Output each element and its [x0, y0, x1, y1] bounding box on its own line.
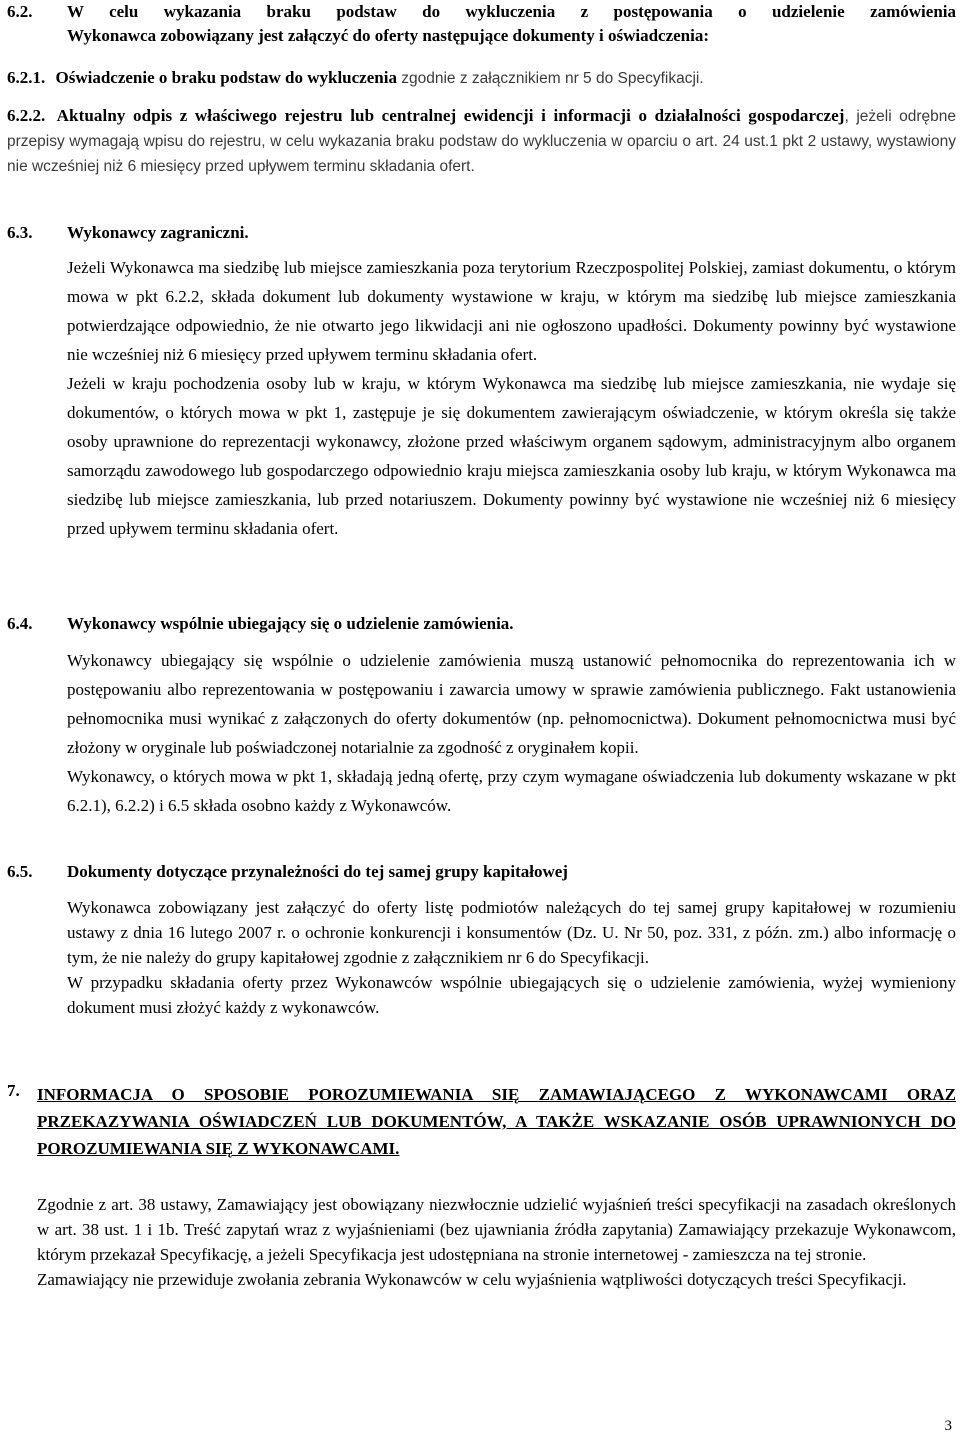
section-6-3-body	[7, 253, 956, 543]
section-6-2-line1: W celu wykazania braku podstaw do wykluczenia z postępowania o udzielenie zamówienia	[67, 2, 956, 21]
section-number: 6.4.	[7, 614, 33, 633]
section-6-2	[7, 0, 956, 48]
section-6-5-title	[7, 862, 956, 882]
section-number: 6.2.1.	[7, 68, 46, 87]
section-6-5-body	[7, 895, 956, 1020]
section-6-2-line2: Wykonawca zobowiązany jest załączyć do oferty następujące dokumenty i oświadczenia:	[67, 26, 709, 45]
section-6-2-1-bold: Oświadczenie o braku podstaw do wykluczenia	[55, 68, 397, 87]
section-number: 6.5.	[7, 862, 33, 881]
section-7-heading	[7, 1081, 956, 1162]
paragraph: Jeżeli w kraju pochodzenia osoby lub w kraju, w którym Wykonawca ma siedzibę lub miejsce zamieszkania, nie wydaje się dokumentów, o których mowa w pkt 1, zastępuje je się dokumentem zawierającym oświadczenie, w którym określa się także osoby uprawnione do reprezentacji wykonawcy, złożone przed właściwym organem sądowym, administracyjnym albo organem samorządu zawodowego lub gospodarczego odpowiednio kraju miejsca zamieszkania osoby lub kraju, w którym Wykonawca ma siedzibę lub miejsce zamieszkania, lub przed notariuszem. Dokumenty powinny być wystawione nie wcześniej niż 6 miesięcy przed upływem terminu składania ofert.	[67, 374, 956, 538]
section-title: INFORMACJA O SPOSOBIE POROZUMIEWANIA SIĘ ZAMAWIAJĄCEGO Z WYKONAWCAMI ORAZ PRZEKAZYWANIA OŚWIADCZEŃ LUB DOKUMENTÓW, A TAKŻE WSKAZANIE OSÓB UPRAWNIONYCH DO POROZUMIEWANIA SIĘ Z WYKONAWCAMI.	[37, 1085, 956, 1158]
section-number: 6.2.	[7, 2, 33, 21]
paragraph: Zamawiający nie przewiduje zwołania zebrania Wykonawców w celu wyjaśnienia wątpliwości dotyczących treści Specyfikacji.	[37, 1270, 907, 1289]
section-7-body	[7, 1192, 956, 1292]
section-6-2-1	[7, 66, 956, 91]
section-6-4-title	[7, 614, 956, 634]
section-6-4-body	[7, 646, 956, 820]
section-title: Dokumenty dotyczące przynależności do tej samej grupy kapitałowej	[67, 862, 568, 881]
page-number: 3	[944, 1418, 952, 1434]
section-6-3-title	[7, 223, 956, 243]
paragraph: Wykonawca zobowiązany jest załączyć do oferty listę podmiotów należących do tej samej grupy kapitałowej w rozumieniu ustawy z dnia 16 lutego 2007 r. o ochronie konkurencji i konsumentów (Dz. U. Nr 50, poz. 331, z późn. zm.) albo informację o tym, że nie należy do grupy kapitałowej zgodnie z załącznikiem nr 6 do Specyfikacji.	[67, 898, 956, 967]
paragraph: Zgodnie z art. 38 ustawy, Zamawiający jest obowiązany niezwłocznie udzielić wyjaśnień treści specyfikacji na zasadach określonych w art. 38 ust. 1 i 1b. Treść zapytań wraz z wyjaśnieniami (bez ujawniania źródła zapytania) Zamawiający przekazuje Wykonawcom, którym przekazał Specyfikację, a jeżeli Specyfikacja jest udostępniana na stronie internetowej - zamieszcza na tej stronie.	[37, 1195, 956, 1264]
section-6-2-2-rest: , jeżeli odrębne przepisy wymagają wpisu do rejestru, w celu wykazania braku podstaw do wykluczenia w oparciu o art. 24 ust.1 pkt 2 ustawy, wystawiony nie wcześniej niż 6 miesięcy przed upływem terminu składania ofert.	[7, 108, 957, 175]
section-6-2-2-bold: Aktualny odpis z właściwego rejestru lub centralnej ewidencji i informacji o działalności gospodarczej	[56, 106, 845, 125]
section-title: Wykonawcy zagraniczni.	[67, 223, 249, 242]
section-number: 6.2.2.	[7, 106, 46, 125]
section-number: 7.	[7, 1081, 20, 1100]
section-number: 6.3.	[7, 223, 33, 242]
section-title: Wykonawcy wspólnie ubiegający się o udzielenie zamówienia.	[67, 614, 514, 633]
paragraph: W przypadku składania oferty przez Wykonawców wspólnie ubiegających się o udzielenie zamówienia, wyżej wymieniony dokument musi złożyć każdy z wykonawców.	[67, 973, 956, 1017]
paragraph: Wykonawcy, o których mowa w pkt 1, składają jedną ofertę, przy czym wymagane oświadczenia lub dokumenty wskazane w pkt 6.2.1), 6.2.2) i 6.5 składa osobno każdy z Wykonawców.	[67, 767, 956, 815]
paragraph: Wykonawcy ubiegający się wspólnie o udzielenie zamówienia muszą ustanowić pełnomocnika do reprezentowania ich w postępowaniu albo reprezentowania w postępowaniu i zawarcia umowy w sprawie zamówienia publicznego. Fakt ustanowienia pełnomocnika musi wynikać z załączonych do oferty dokumentów (np. pełnomocnictwa). Dokument pełnomocnictwa musi być złożony w oryginale lub poświadczonej notarialnie za zgodność z oryginałem kopii.	[67, 651, 956, 757]
section-6-2-2	[7, 104, 956, 179]
paragraph: Jeżeli Wykonawca ma siedzibę lub miejsce zamieszkania poza terytorium Rzeczpospolitej Polskiej, zamiast dokumentu, o którym mowa w pkt 6.2.2, składa dokument lub dokumenty wystawione w kraju, w którym ma siedzibę lub miejsce zamieszkania potwierdzające odpowiednio, że nie otwarto jego likwidacji ani nie ogłoszono upadłości. Dokumenty powinny być wystawione nie wcześniej niż 6 miesięcy przed upływem terminu składania ofert.	[67, 258, 956, 364]
section-6-2-1-rest: zgodnie z załącznikiem nr 5 do Specyfikacji.	[396, 70, 704, 87]
